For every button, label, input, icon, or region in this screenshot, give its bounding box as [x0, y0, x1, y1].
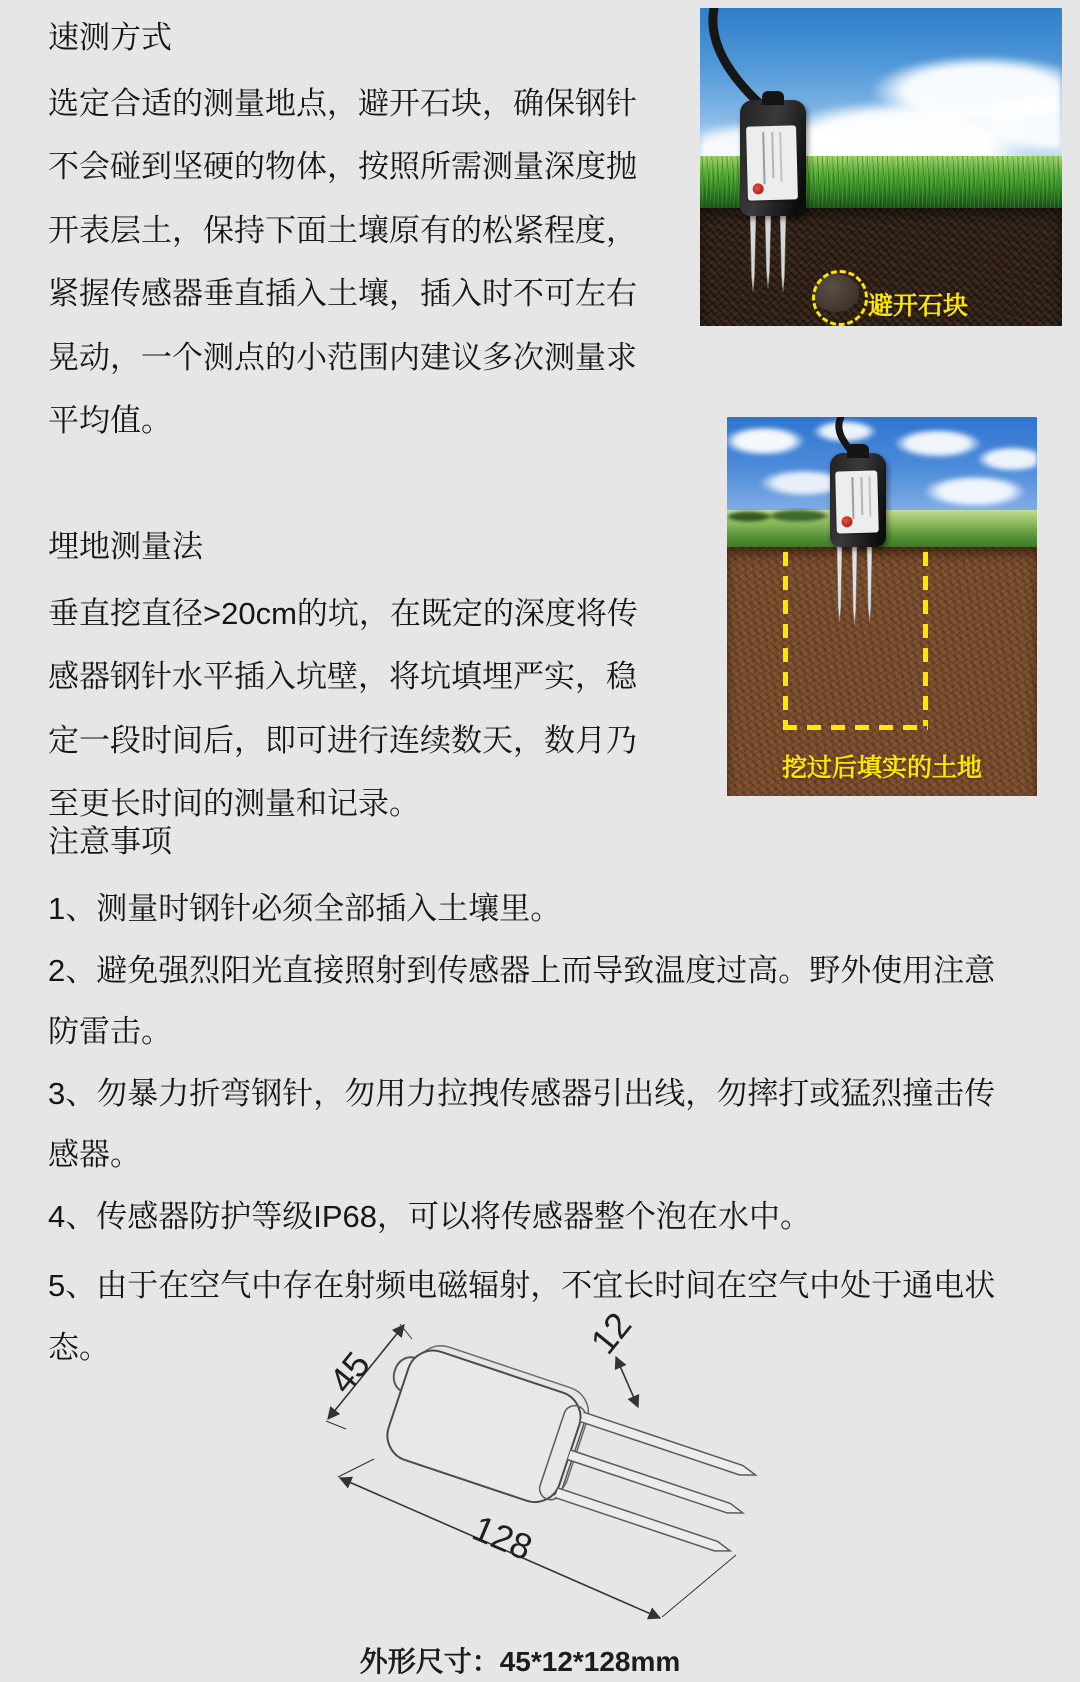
sensor-outline	[369, 1333, 763, 1567]
soil-sensor	[740, 100, 806, 216]
note-item-2: 2、避免强烈阳光直接照射到传感器上而导致温度过高。野外使用注意防雷击。	[48, 952, 996, 1049]
sensor-needle	[765, 212, 771, 288]
sensor-needle	[780, 212, 786, 292]
avoid-stone-marker-icon	[812, 270, 868, 326]
heading-quick-method: 速测方式	[48, 20, 172, 55]
label-text-line	[851, 477, 854, 519]
cable-gland	[762, 91, 784, 105]
label-text-line	[868, 477, 871, 517]
label-text-line	[771, 132, 774, 178]
figure-annotation: 挖过后填实的土地	[781, 754, 982, 782]
brand-logo-icon	[841, 516, 852, 527]
pit-outline-bottom	[783, 725, 928, 730]
sensor-cable	[713, 8, 760, 104]
note-item-4: 4、传感器防护等级IP68，可以将传感器整个泡在水中。	[48, 1198, 812, 1234]
soil-sensor	[830, 453, 886, 547]
pit-outline-left	[783, 552, 788, 726]
note-item-3: 3、勿暴力折弯钢针，勿用力拉拽传感器引出线，勿摔打或猛烈撞击传感器。	[48, 1075, 996, 1172]
figure-buried-photo	[727, 417, 1037, 796]
sensor-label	[746, 125, 798, 200]
heading-buried-method: 埋地测量法	[48, 529, 203, 564]
label-text-line	[779, 132, 782, 182]
sensor-needle	[852, 543, 857, 625]
sensor-needle	[837, 543, 842, 622]
sensor-needle	[750, 212, 756, 292]
width-dimension-label: 45	[320, 1343, 378, 1401]
sensor-needle	[867, 543, 872, 622]
heading-notes: 注意事项	[48, 824, 172, 859]
label-text-line	[762, 132, 765, 184]
length-dimension-label: 128	[466, 1507, 539, 1569]
thickness-dimension-line	[616, 1357, 638, 1407]
sensor-label	[835, 470, 879, 533]
cable-gland	[847, 444, 869, 458]
dimensions-caption: 外形尺寸：45*12*128mm	[359, 1646, 681, 1677]
buried-method-text: 垂直挖直径>20cm的坑，在既定的深度将传感器钢针水平插入坑壁，将坑填埋严实，稳定一段时间后，即可进行连续数天，数月乃至更长时间的测量和记录。	[48, 596, 638, 822]
note-item-5: 5、由于在空气中存在射频电磁辐射，不宜长时间在空气中处于通电状态。	[48, 1268, 996, 1365]
figure-surface-photo	[700, 8, 1062, 326]
note-item-1: 1、测量时钢针必须全部插入土壤里。	[48, 891, 562, 926]
label-text-line	[860, 477, 863, 515]
dimension-drawing	[312, 1293, 767, 1628]
thickness-dimension-label: 12	[582, 1304, 640, 1362]
pit-outline-right	[923, 552, 928, 726]
figure-annotation: 避开石块	[868, 292, 969, 320]
brand-logo-icon	[753, 183, 764, 194]
quick-method-text: 选定合适的测量地点，避开石块，确保钢针不会碰到坚硬的物体，按照所需测量深度抛开表层土，保持下面土壤原有的松紧程度，紧握传感器垂直插入土壤，插入时不可左右晃动，一个测点的小范围内建议多次测量求平均值。	[48, 86, 637, 439]
